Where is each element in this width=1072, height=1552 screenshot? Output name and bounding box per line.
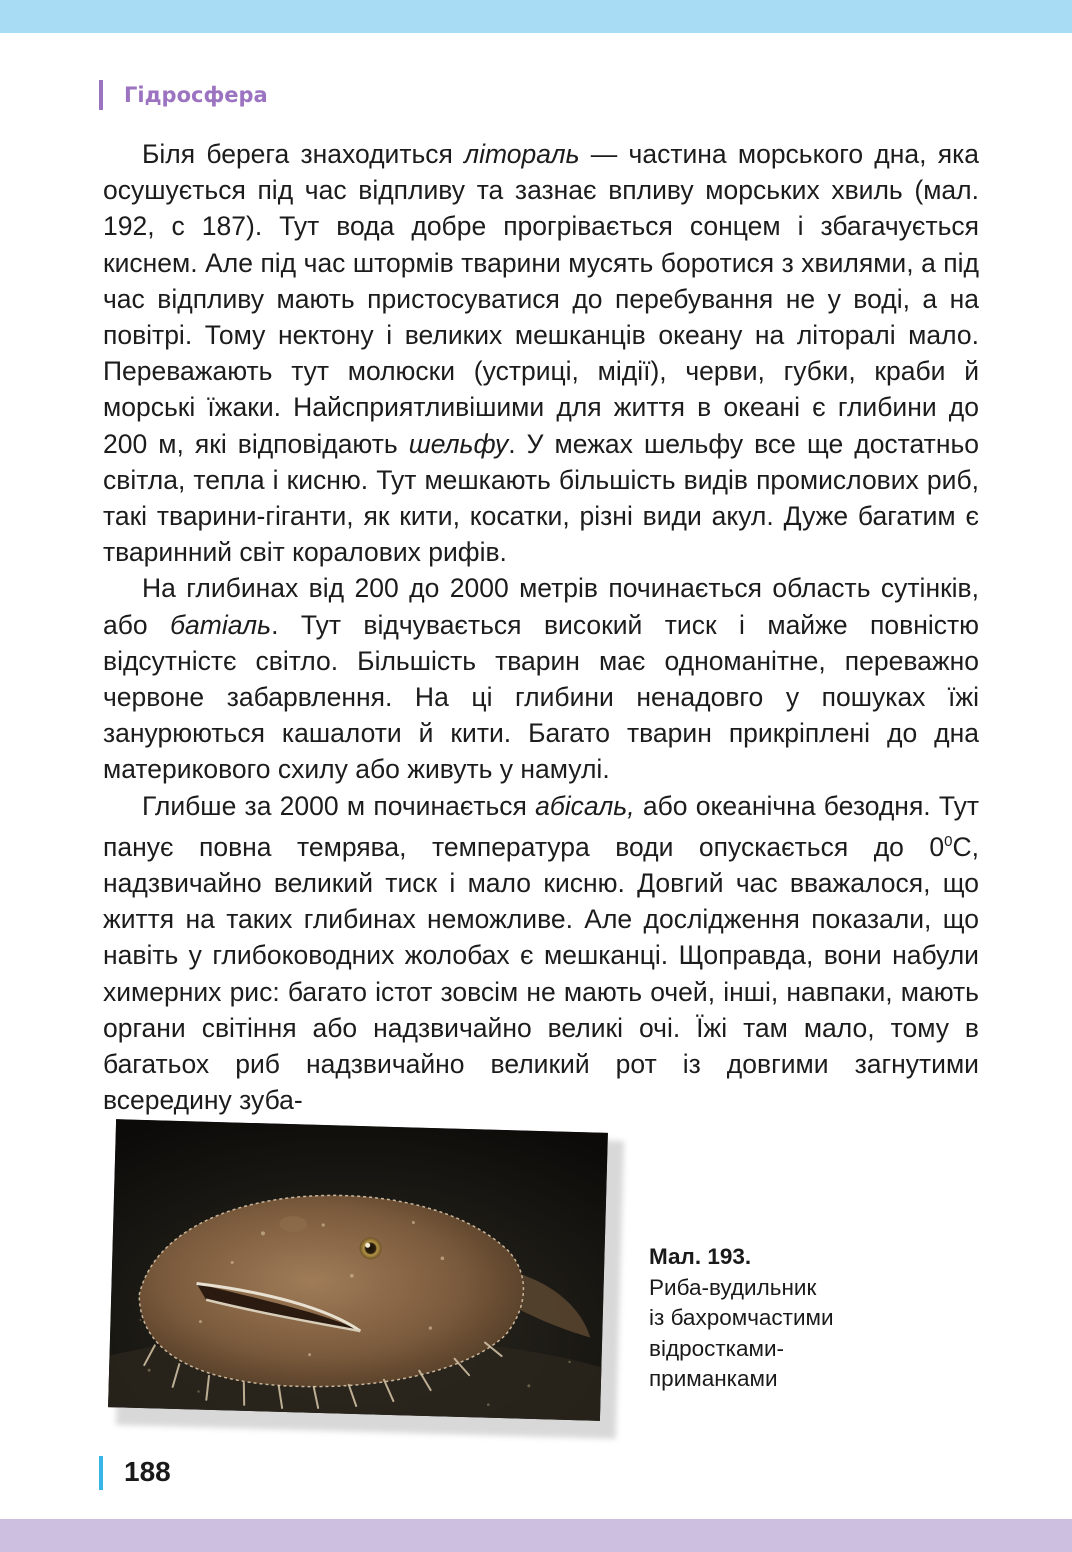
caption-line: приманками [649, 1366, 778, 1391]
paragraph-litoral: Біля берега знаходиться літораль — частина морського дна, яка осушується під час відпливу та зазнає впливу морських хвиль (мал. 192, с 187). Тут вода добре прогрівається сонцем і збагачується киснем. Але під час штормів тварини мусять боротися з хвилями, а під час відпливу мають пристосуватися до перебування не у воді, а на повітрі. Тому нектону і великих мешканців океану на літоралі мало. Переважають тут молюски (устриці, мідії), черви, губки, краби й морські їжаки. Найсприятливішими для життя в океані є глибини до 200 м, які відповідають шельфу. У межах шельфу все ще достатньо світла, тепла і кисню. Тут мешкають більшість видів промислових риб, такі тварини-гіганти, як кити, косатки, різні види акул. Дуже багатим є тваринний світ коралових рифів. [103, 139, 979, 568]
section-marker-bar [99, 80, 103, 110]
section-title: Гідросфера [124, 83, 268, 107]
page-number: 188 [124, 1456, 171, 1487]
paragraph-bathyal: На глибинах від 200 до 2000 метрів починається область сутінків, або батіаль. Тут відчувається високий тиск і майже повністю відсутністє світло. Більшість тварин має одноманітне, переважно червоне забарвлення. На ці глибини ненадовго у пошуках їжі занурюються кашалоти й кити. Багато тварин прикріплені до дна материкового схилу або живуть у намулі. [103, 573, 979, 785]
bottom-color-band [0, 1519, 1072, 1552]
paragraph-abyssal: Глибше за 2000 м починається абісаль, або океанічна безодня. Тут панує повна темрява, температура води опускається до $0^0С$, надзвичайно великий тиск і мало кисню. Довгий час вважалося, що життя на таких глибинах неможливе. Але дослідження показали, що навіть у глибоководних жолобах є мешканці. Щоправда, вони набули химерних рис: багато істот зовсім не мають очей, інші, навпаки, мають органи світіння або надзвичайно великі очі. Їжі там мало, тому в багатьох риб надзвичайно великий рот із довгими загнутими всередину зуба- [103, 790, 979, 1116]
degree-superscript: 0 [944, 832, 953, 850]
term-litoral: літораль [464, 139, 580, 169]
anglerfish-illustration [108, 1119, 608, 1421]
term-bathyal: батіаль [170, 609, 272, 640]
caption-line: із бахромчастими [649, 1305, 834, 1330]
page-number-bar [99, 1456, 103, 1490]
body-text [103, 136, 979, 1118]
caption-line: відростками- [649, 1335, 785, 1361]
anglerfish-photo [108, 1119, 608, 1421]
top-color-band [0, 0, 1072, 33]
term-shelf: шельфу [408, 428, 509, 459]
term-abyssal: абісаль, [535, 790, 635, 821]
caption-line: Риба-вудильник [649, 1274, 817, 1300]
figure-caption [649, 1242, 909, 1395]
figure-label: Мал. 193. [649, 1244, 752, 1269]
